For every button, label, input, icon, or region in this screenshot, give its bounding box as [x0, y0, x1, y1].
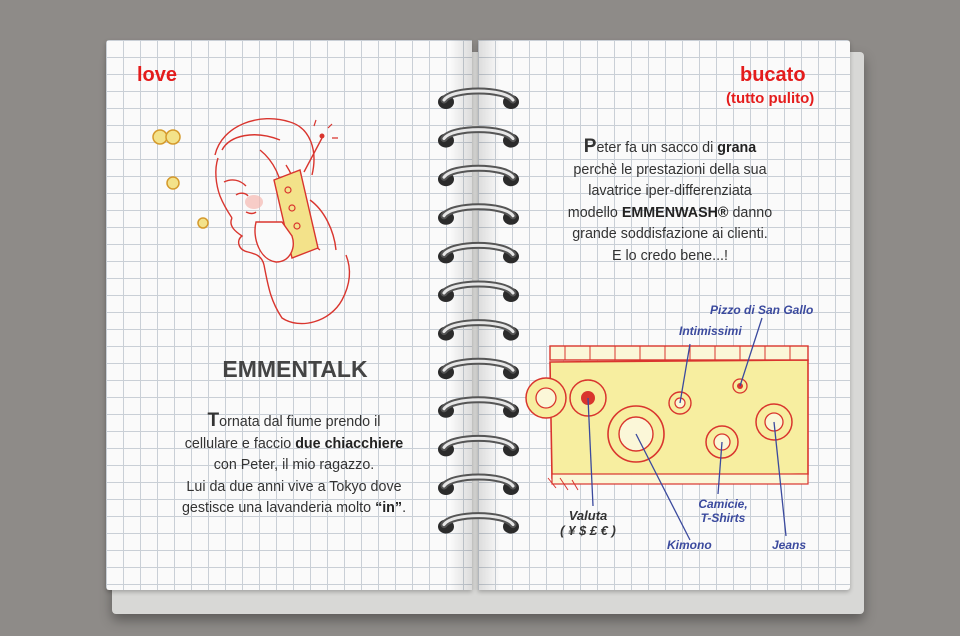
- right-heading: bucato: [740, 64, 806, 86]
- left-title: EMMENTALK: [222, 356, 368, 382]
- label-jeans: Jeans: [772, 538, 807, 552]
- label-kimono: Kimono: [667, 538, 712, 552]
- label-pizzo: Pizzo di San Gallo: [710, 303, 814, 317]
- left-heading: love: [137, 64, 178, 86]
- right-subheading: (tutto pulito): [726, 90, 815, 107]
- left-paragraph: Tornata dal fiume prendo il cellulare e faccio due chiacchiere con Peter, il mio ragazzo. Lui da due anni vive a Tokyo dove gestisce una lavanderia molto “in”.: [181, 410, 407, 516]
- right-paragraph: Peter fa un sacco di grana perchè le prestazioni della sua lavatrice iper-differenziata modello EMMENWASH® danno grande soddisfazione ai clienti. E lo credo bene...!: [567, 136, 773, 264]
- label-camicie: Camicie, T-Shirts: [698, 497, 748, 525]
- label-valuta: Valuta ( ¥ $ £ € ): [560, 508, 616, 538]
- label-intimissimi: Intimissimi: [679, 324, 742, 338]
